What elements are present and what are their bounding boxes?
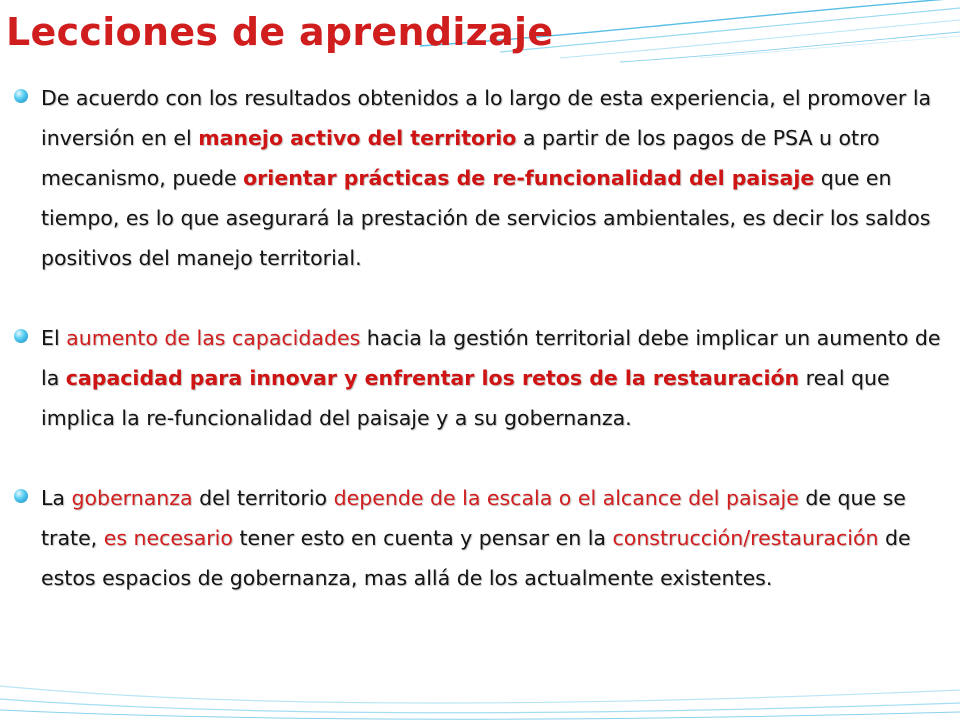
- bullet-text: El aumento de las capacidades hacia la gestión territorial debe implicar un aumento de la capacidad para innovar y enfrentar los retos de la restauración real que implica la re-funcionalidad del paisaje y a su gobernanza.: [41, 326, 941, 430]
- bullet-text: La gobernanza del territorio depende de la escala o el alcance del paisaje de que se trate, es necesario tener esto en cuenta y pensar en la construcción/restauración de estos espacios de gobernanza, mas allá de los actualmente existentes.: [41, 486, 911, 590]
- bullet-text: De acuerdo con los resultados obtenidos a lo largo de esta experiencia, el promover la inversión en el manejo activo del territorio a partir de los pagos de PSA u otro mecanismo, puede orientar prácticas de re-funcionalidad del paisaje que en tiempo, es lo que asegurará la prestación de servicios ambientales, es decir los saldos positivos del manejo territorial.: [41, 86, 932, 270]
- bullet-icon: [14, 489, 28, 503]
- bullet-icon: [14, 89, 28, 103]
- bullet-list: [14, 78, 944, 598]
- bullet-item: [14, 478, 944, 598]
- slide-title: Lecciones de aprendizaje: [6, 10, 554, 54]
- bullet-item: [14, 78, 944, 278]
- bullet-item: [14, 318, 944, 438]
- bullet-icon: [14, 329, 28, 343]
